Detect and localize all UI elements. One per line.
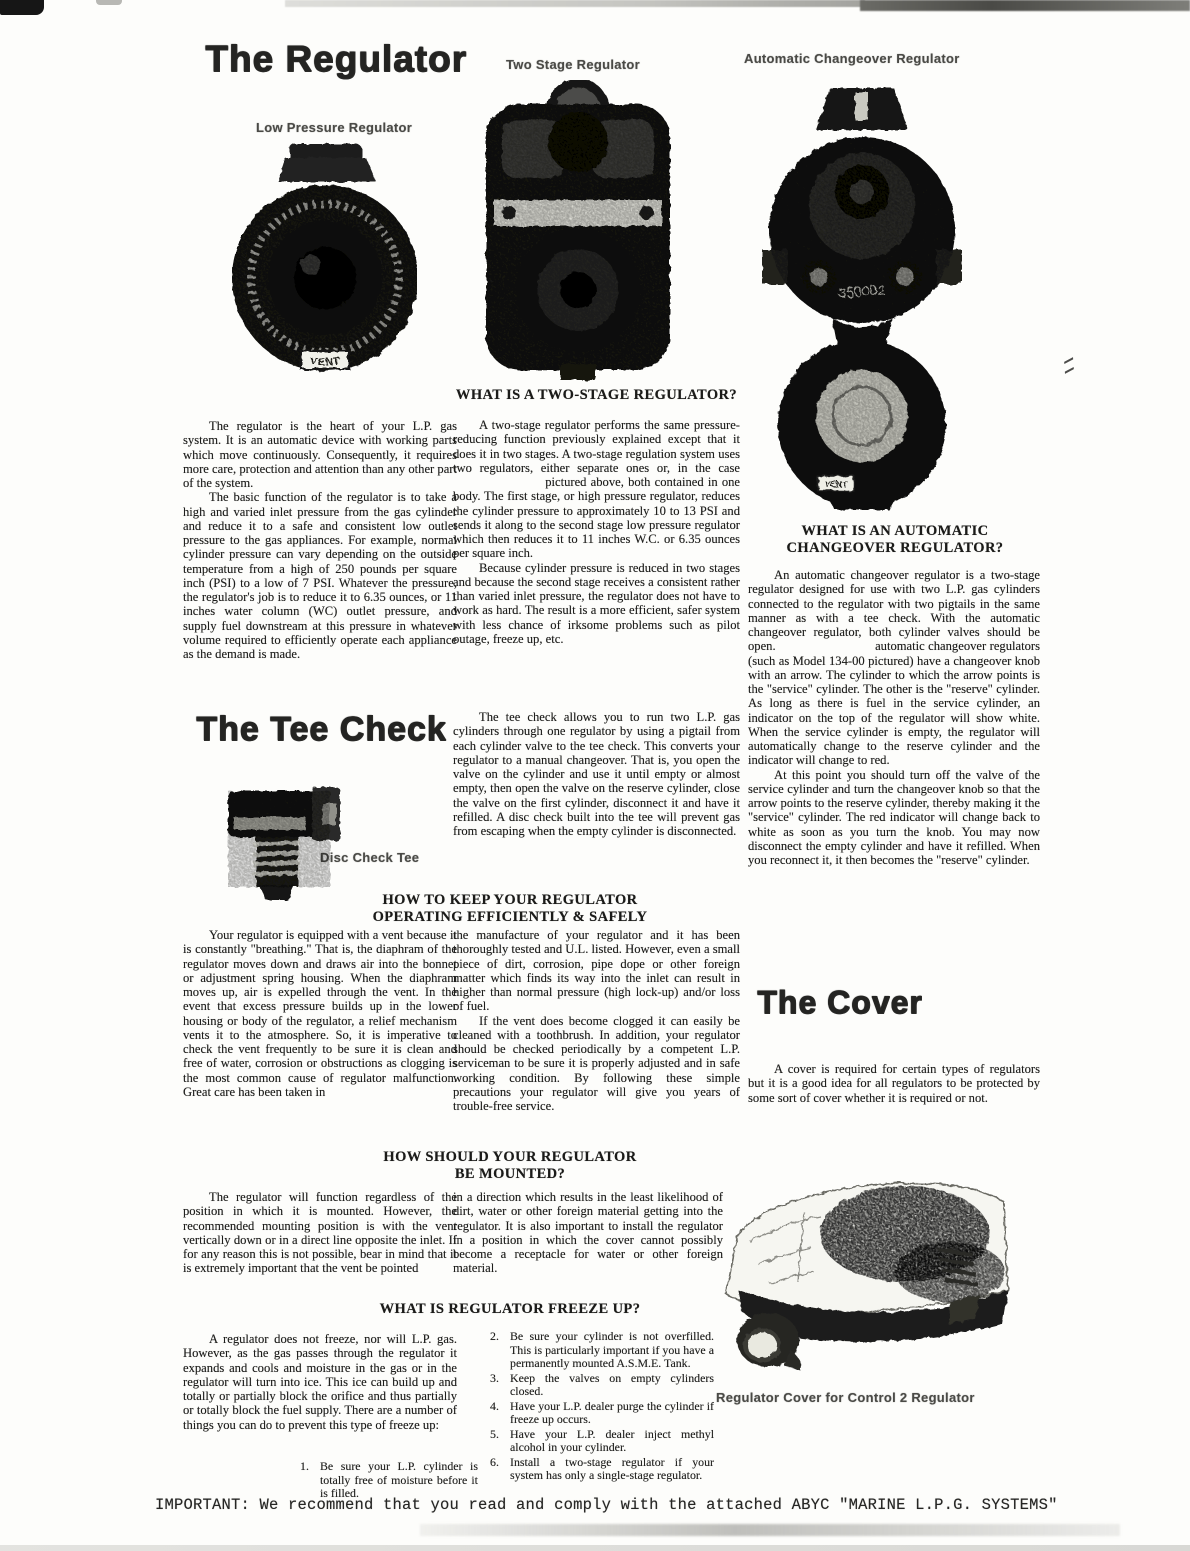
scan-smudge-bottom <box>420 1524 1120 1536</box>
mount-heading-line2: BE MOUNTED? <box>454 1166 566 1182</box>
mount-heading-line1: HOW SHOULD YOUR REGULATOR <box>383 1149 637 1165</box>
list-number: 5. <box>490 1426 499 1441</box>
mount-left-paragraph: The regulator will function regardless of the position in which it is mounted. However, the recommended mounting position is with the vent vertically down or in a direct line opposite the inlet. If for any reason this is not possible, bear in mind that it is extremely important that the vent be pointed <box>183 1190 457 1276</box>
mount-section-heading <box>300 1149 720 1183</box>
cover-paragraph: A cover is required for certain types of regulators but it is a good idea for all regulators to be protected by some sort of cover whether it is required or not. <box>748 1062 1040 1105</box>
two-stage-p1b: pictured above, both contained in one body. The first stage, or high pressure regulator, reduces the cylinder pressure to approximately 10 to 13 PSI and sends it along to the second stage low pressure regulator which then reduces it to 11 inches W.C. or 6.35 ounces per square inch. <box>453 475 740 561</box>
tee-check-column <box>453 710 740 838</box>
freeze-left-column <box>183 1332 457 1432</box>
freeze-paragraph: A regulator does not freeze, nor will L.P. gas. However, as the gas passes through the regulator it expands and cools and moisture in the gas or in the regulator will turn into ice. This ice can build up and totally or partially block the orifice and thus partially or totally block the fuel supply. There are a number of things you can do to prevent this type of freeze up: <box>183 1332 457 1432</box>
list-text: Have your L.P. dealer purge the cylinder if freeze up occurs. <box>510 1398 714 1426</box>
list-item <box>490 1428 714 1455</box>
keep-right-paragraph-2: If the vent does become clogged it can easily be cleaned with a toothbrush. In addition, your regulator should be checked periodically by a competent L.P. serviceman to be sure it is properly adjusted and in safe working condition. By following these simple precautions your regulator will give you years of trouble-free service. <box>453 1013 740 1113</box>
list-number: 2. <box>490 1329 499 1343</box>
scan-blob-top-left <box>0 0 44 15</box>
keep-right-paragraph-1: the manufacture of your regulator and it has been thoroughly tested and U.L. listed. However, even a small piece of dirt, corrosion, pipe dope or other foreign matter which finds its way into the inlet can result in higher than normal pressure (high lock-up) and/or loss of fuel. <box>453 928 740 1014</box>
auto-paragraph-2: At this point you should turn off the valve of the service cylinder and turn the changeover knob so that the arrow points to the reserve cylinder, thereby making it the "service" cylinder. The red indicator will change back to white as soon as you turn the knob. You may now disconnect the empty cylinder and have it refilled. When you reconnect it, it then becomes the "reserve" cylinder. <box>748 767 1040 867</box>
mount-right-paragraph: in a direction which results in the least likelihood of dirt, water or other foreign material getting into the regulator. It is also important to install the regulator in a position in which the cover cannot possibly become a receptacle for water or other foreign material. <box>453 1190 723 1276</box>
auto-heading-line2: CHANGEOVER REGULATOR? <box>786 540 1004 556</box>
caption-disc-check-tee: Disc Check Tee <box>320 850 420 865</box>
list-number: 1. <box>300 1459 309 1473</box>
list-item <box>490 1372 714 1399</box>
pen-mark-artifact <box>1064 357 1074 374</box>
freeze-section-heading: WHAT IS REGULATOR FREEZE UP? <box>379 1301 641 1317</box>
two-stage-column <box>453 418 740 646</box>
scan-blob-top-left-2 <box>96 0 122 5</box>
scan-smudge-top-right <box>860 0 1190 11</box>
list-item <box>300 1460 478 1501</box>
low-pressure-regulator-photo <box>232 138 417 395</box>
disc-check-tee-photo <box>226 765 346 910</box>
caption-low-pressure: Low Pressure Regulator <box>256 120 413 135</box>
list-number: 6. <box>490 1454 499 1469</box>
keep-right-column <box>453 928 740 1113</box>
auto-section-heading <box>750 523 1040 557</box>
cover-heading: The Cover <box>757 984 923 1020</box>
intro-column <box>183 419 457 661</box>
mount-left-column <box>183 1190 457 1276</box>
list-text: Have your L.P. dealer inject methyl alcohol in your cylinder. <box>510 1426 714 1454</box>
vent-tag-text-2: VENT <box>824 479 848 489</box>
caption-regulator-cover: Regulator Cover for Control 2 Regulator <box>716 1390 975 1405</box>
list-number: 4. <box>490 1398 499 1413</box>
tee-check-heading: The Tee Check <box>196 710 447 748</box>
list-text: Keep the valves on empty cylinders closed. <box>510 1370 714 1398</box>
auto-heading-line1: WHAT IS AN AUTOMATIC <box>801 523 989 539</box>
two-stage-regulator-photo <box>478 80 678 387</box>
vent-tag-text: VENT <box>310 356 340 368</box>
important-footer-note: IMPORTANT: We recommend that you read and comply with the attached ABYC "MARINE L.P.G. SYSTEMS" <box>155 1496 1058 1514</box>
regulator-body-number: 350002 <box>837 281 886 301</box>
list-item <box>490 1400 714 1427</box>
auto-paragraph-1 <box>748 568 1040 768</box>
regulator-cover-photo <box>710 1172 1020 1392</box>
scan-smudge-top <box>285 0 865 7</box>
intro-paragraph-1: The regulator is the heart of your L.P. gas system. It is an automatic device with working parts which move continuously. Consequently, it requires more care, protection and attention than any other part of the system. <box>183 419 457 490</box>
keep-left-column <box>183 928 457 1099</box>
list-text: Be sure your cylinder is not overfilled. This is particularly important if you have a permanently mounted A.S.M.E. Tank. <box>510 1329 714 1370</box>
page-title: The Regulator <box>205 38 467 79</box>
keep-left-paragraph: Your regulator is equipped with a vent because it is constantly "breathing." That is, the diaphram of the regulator moves down and draws air into the bonnet or adjustment spring housing. When the diaphram moves up, air is expelled through the vent. In the event that excess pressure builds up in the lower housing or body of the regulator, a relief mechanism vents it to the atmosphere. So, it is imperative to check the vent frequently to be sure it is clean and free of water, corrosion or obstructions as clogging is the most common cause of regulator malfunction. Great care has been taken in <box>183 928 457 1099</box>
intro-paragraph-2: The basic function of the regulator is to take a high and varied inlet pressure from the gas cylinder and reduce it to a safe and consistent low outlet pressure to the gas appliances. For example, normal cylinder pressure can vary depending on the outside temperature from a high of 250 pounds per square inch (PSI) to a low of 7 PSI. Whatever the pressure, the regulator's job is to reduce it to 6.35 ounces, or 11 inches water column (WC) outlet pressure, and supply fuel downstream at this pressure in whatever volume required to efficiently operate each appliance as the demand is made. <box>183 490 457 661</box>
list-text: Install a two-stage regulator if your system has only a single-stage regulator. <box>510 1454 714 1482</box>
keep-heading-line1: HOW TO KEEP YOUR REGULATOR <box>382 892 638 908</box>
list-item <box>490 1456 714 1483</box>
list-number: 3. <box>490 1370 499 1385</box>
keep-heading-line2: OPERATING EFFICIENTLY & SAFELY <box>372 909 648 925</box>
tee-check-paragraph: The tee check allows you to run two L.P. gas cylinders through one regulator by using a pigtail from each cylinder valve to the tee check. This converts your regulator to a manual changeover. That is, you open the valve on the cylinder and use it until empty or almost empty, then open the valve on the reserve cylinder, close the valve on the first cylinder, disconnect it and have it refilled. A disc check built into the tee will prevent gas from escaping when the empty cylinder is disconnected. <box>453 710 740 838</box>
list-text: Be sure your L.P. cylinder is totally free of moisture before it is filled. <box>320 1459 478 1500</box>
auto-p1a: An automatic changeover regulator is a two-stage regulator designed for use with two L.P. gas cylinders connected to the regulator with two pigtails in the same manner as with a tee check. With the automatic changeover regulator, both cylinder valves should be open. <box>748 568 1040 654</box>
freeze-items-column <box>490 1330 714 1484</box>
two-stage-section-heading: WHAT IS A TWO-STAGE REGULATOR? <box>455 387 738 403</box>
two-stage-paragraph-1 <box>453 418 740 561</box>
auto-changeover-regulator-photo <box>762 80 962 517</box>
mount-right-column <box>453 1190 723 1276</box>
auto-column <box>748 568 1040 867</box>
keep-section-heading <box>300 892 720 926</box>
caption-two-stage: Two Stage Regulator <box>506 57 641 72</box>
list-item <box>490 1330 714 1371</box>
auto-p1b: automatic changeover regulators (such as Model 134-00 pictured) have a changeover knob with an arrow. The cylinder to which the arrow points is the "service" cylinder. The other is the "reserve" cylinder. As long as there is fuel in the service cylinder, an indicator on the top of the regulator will show white. When the service cylinder is empty, the regulator will automatically change to the reserve cylinder and the indicator will change to red. <box>748 639 1040 768</box>
cover-column <box>748 1062 1040 1105</box>
scan-smudge-bottom-edge <box>0 1545 1190 1551</box>
caption-auto-changeover: Automatic Changeover Regulator <box>744 51 960 66</box>
two-stage-paragraph-2: Because cylinder pressure is reduced in two stages and because the second stage receives a consistent rather than varied inlet pressure, the regulator does not have to work as hard. The result is a more efficient, safer system with less chance of irksome problems such as pilot outage, freeze up, etc. <box>453 560 740 646</box>
two-stage-p1a: A two-stage regulator performs the same pressure-reducing function previously explained except that it does it in two stages. A two-stage regulation system uses two regulators, either separate ones or, in the case <box>453 418 740 475</box>
